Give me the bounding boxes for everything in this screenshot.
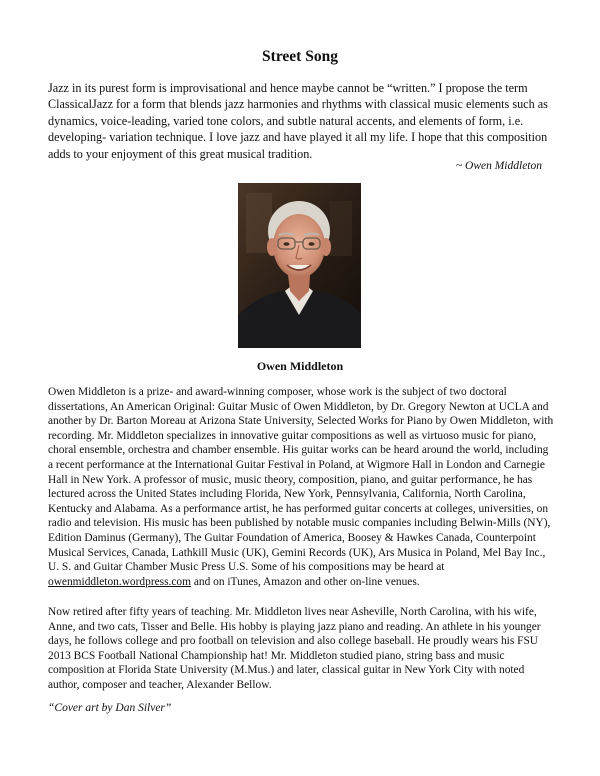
author-signature: ~ Owen Middleton [455, 160, 542, 172]
bio-text: Owen Middleton is a prize- and award-winning composer, whose work is the subject of two doctoral dissertations, An American Original: Guitar Music of Owen Middleton, by Dr. Gregory Newton at UCLA and another by Dr. Barton Moreau at Arizona State University, Selected Works for Piano by Owen Middleton, with recording. Mr. Middleton specializes in innovative guitar compositions as well as virtuoso music for piano, choral ensemble, orchestra and chamber ensemble. His guitar works can be heard around the world, including a recent performance at the International Guitar Festival in Poland, at Wigmore Hall in London and Carnegie Hall in New York. A professor of music, music theory, composition, piano, and guitar performance, he has lectured across the United States including Florida, New York, Pennsylvania, California, North Carolina, Kentucky and Alabama. As a performance artist, he has performed guitar concerts at colleges, universities, on radio and television. His music has been published by notable music companies including Belwin-Mills (NY), Edition Daminus (Germany), The Guitar Foundation of America, Boosey & Hawkes Canada, Counterpoint Musical Services, Canada, Lathkill Music (UK), Gemini Records (UK), Ars Musica in Poland, Mel Bay Inc., U. S. and Guitar Chamber Music Press U.S. Some of his compositions may be heard at [48, 386, 554, 574]
website-link[interactable]: owenmiddleton.wordpress.com [48, 575, 191, 588]
bio-paragraph [48, 385, 556, 589]
cover-art-credit: “Cover art by Dan Silver” [48, 702, 172, 714]
page-title: Street Song [262, 48, 338, 65]
intro-paragraph: Jazz in its purest form is improvisational and hence maybe cannot be “written.” I propose the term ClassicalJazz for a form that blends jazz harmonies and rhythms with classical music elements such as dynamics, voice-leading, varied tone colors, and subtle natural accents, and elements of form, i.e. developing- variation technique. I love jazz and have played it all my life. I hope that this composition adds to your enjoyment of this great musical tradition. [48, 81, 548, 161]
photo-caption: Owen Middleton [256, 359, 344, 373]
bio-text-end: and on iTunes, Amazon and other on-line venues. [191, 575, 420, 588]
retirement-paragraph: Now retired after fifty years of teaching. Mr. Middleton lives near Asheville, North Carolina, with his wife, Anne, and two cats, Tisser and Belle. His hobby is playing jazz piano and reading. An athlete in his younger days, he follows college and pro football on television and also college baseball. He proudly wears his FSU 2013 BCS Football National Championship hat! Mr. Middleton studied piano, string bass and music composition at Florida State University (M.Mus.) and later, classical guitar in New York City with noted author, composer and teacher, Alexander Bellow. [48, 606, 541, 691]
author-photo [238, 183, 361, 348]
